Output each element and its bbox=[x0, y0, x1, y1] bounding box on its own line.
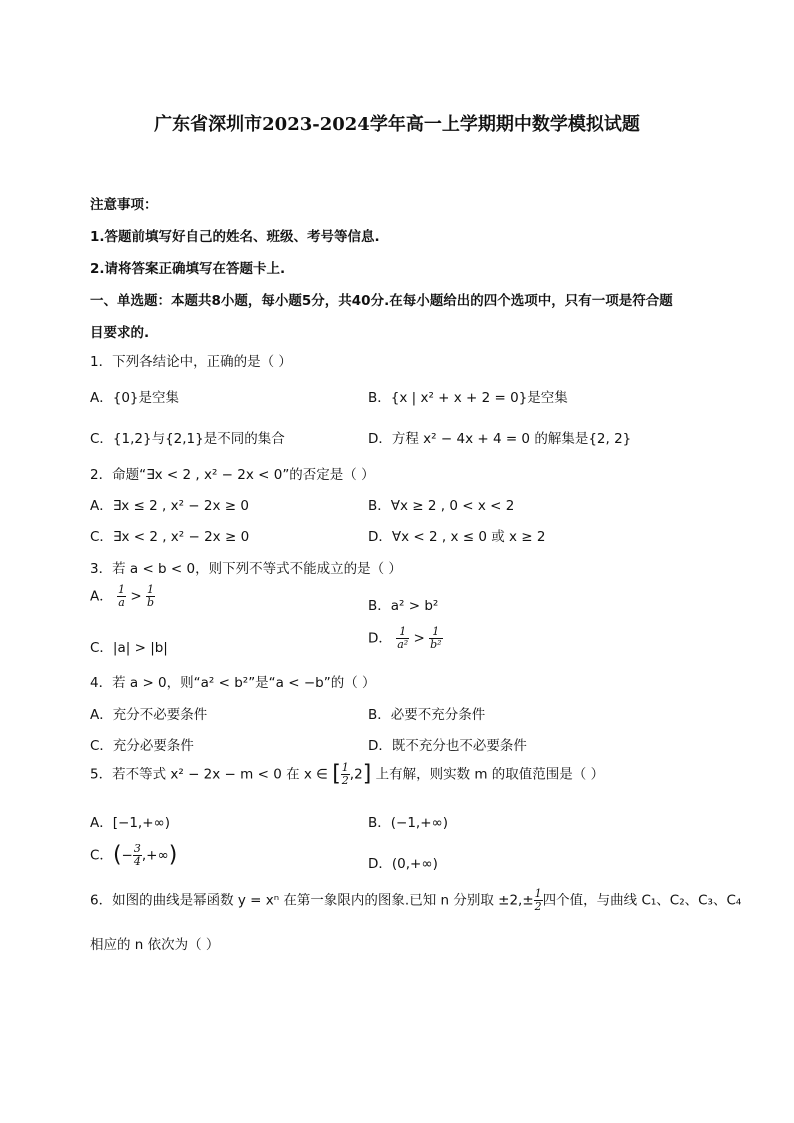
question-2-option-c: C．∃x < 2 , x² − 2x ≥ 0 bbox=[90, 529, 250, 545]
question-3-stem: 3．若 a < b < 0，则下列不等式不能成立的是（ ） bbox=[90, 561, 402, 577]
section-1-instructions-cont: 目要求的. bbox=[90, 325, 150, 341]
option-label: A． bbox=[90, 588, 113, 605]
question-5-stem: 5．若不等式 x² − 2x − m < 0 在 x ∈ [ $\frac{1}{2}$ ,2] 上有解，则实数 m 的取值范围是（ ） bbox=[90, 761, 605, 787]
fraction: $\frac{1}{\text{a²}}$ bbox=[397, 625, 409, 651]
question-2-option-d: D．∀x < 2 , x ≤ 0 或 x ≥ 2 bbox=[368, 529, 546, 545]
question-6-stem-cont: 相应的 n 依次为（ ） bbox=[90, 937, 220, 953]
question-1-option-d: D．方程 x² − 4x + 4 = 0 的解集是{2, 2} bbox=[368, 431, 632, 447]
question-4-option-d: D．既不充分也不必要条件 bbox=[368, 738, 527, 754]
fraction: $\frac{3}{4}$ bbox=[133, 842, 141, 868]
option-label: D． bbox=[368, 630, 392, 647]
fraction: $\frac{1}{2}$ bbox=[341, 761, 349, 787]
question-5-option-d: D．(0,+∞) bbox=[368, 856, 438, 872]
question-4-option-b: B．必要不充分条件 bbox=[368, 707, 486, 723]
page-title: 广东省深圳市2023-2024学年高一上学期期中数学模拟试题 bbox=[154, 114, 640, 135]
fraction: $\frac{1}{a}$ bbox=[118, 583, 126, 609]
notes-heading: 注意事项： bbox=[90, 197, 158, 213]
question-3-option-a bbox=[90, 584, 155, 609]
question-4-option-a: A．充分不必要条件 bbox=[90, 707, 208, 723]
fraction: $\frac{1}{\text{b²}}$ bbox=[430, 625, 442, 651]
option-label: C． bbox=[90, 847, 113, 864]
question-3-option-c: C．|a| > |b| bbox=[90, 640, 168, 656]
question-5-option-b: B．(−1,+∞) bbox=[368, 815, 449, 831]
question-4-option-c: C．充分必要条件 bbox=[90, 738, 194, 754]
question-1-option-c: C．{1,2}与{2,1}是不同的集合 bbox=[90, 431, 285, 447]
question-5-option-c: C．(− $\frac{3}{4}$ ,+∞) bbox=[90, 842, 178, 868]
question-2-option-a: A．∃x ≤ 2 , x² − 2x ≥ 0 bbox=[90, 498, 249, 514]
section-1-instructions: 一、单选题：本题共8小题，每小题5分，共40分.在每小题给出的四个选项中，只有一项是符合题 bbox=[90, 293, 673, 309]
question-3-option-b: B．a² > b² bbox=[368, 598, 439, 614]
notes-item-2: 2.请将答案正确填写在答题卡上. bbox=[90, 261, 286, 277]
question-1-option-b: B．{x | x² + x + 2 = 0}是空集 bbox=[368, 390, 568, 406]
question-2-stem: 2．命题“∃x < 2 , x² − 2x < 0”的否定是（ ） bbox=[90, 467, 375, 483]
bracket: [ bbox=[332, 761, 341, 787]
question-6-stem: 6．如图的曲线是幂函数 y = xⁿ 在第一象限内的图象.已知 n 分别取 ±2,± $\frac{1}{2}$ 四个值，与曲线 C₁、C₂、C₃、C₄ bbox=[90, 887, 742, 913]
operator: > bbox=[413, 630, 425, 647]
fraction: $\frac{1}{2}$ bbox=[534, 887, 542, 913]
bracket: ] bbox=[362, 761, 372, 787]
question-4-stem: 4．若 a > 0，则“a² < b²”是“a < −b”的（ ） bbox=[90, 675, 376, 691]
question-1-stem: 1．下列各结论中，正确的是（ ） bbox=[90, 354, 292, 370]
notes-item-1: 1.答题前填写好自己的姓名、班级、考号等信息. bbox=[90, 229, 380, 245]
operator: > bbox=[130, 588, 142, 605]
fraction: $\frac{1}{b}$ bbox=[146, 583, 154, 609]
question-2-option-b: B．∀x ≥ 2 , 0 < x < 2 bbox=[368, 498, 515, 514]
question-1-option-a: A．{0}是空集 bbox=[90, 390, 180, 406]
question-5-option-a: A．[−1,+∞) bbox=[90, 815, 171, 831]
question-3-option-d bbox=[368, 626, 443, 651]
